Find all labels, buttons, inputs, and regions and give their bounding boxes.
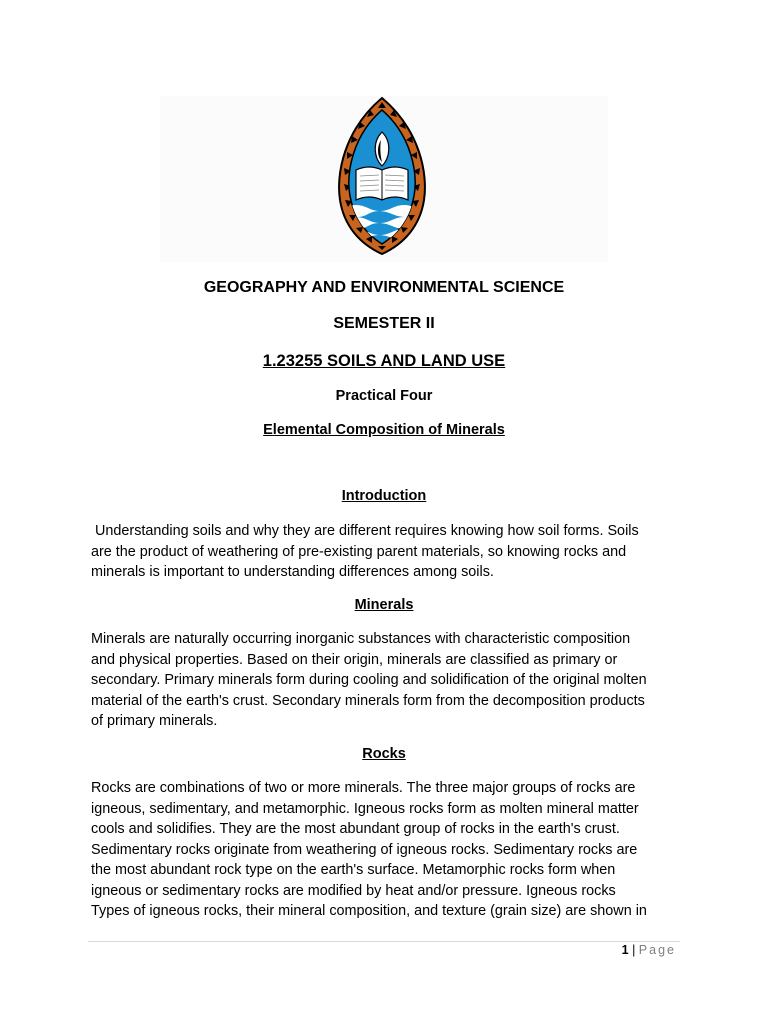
text-line: of primary minerals. bbox=[91, 713, 218, 729]
text-line: and physical properties. Based on their origin, minerals are classified as primary or bbox=[91, 651, 618, 668]
text-line: minerals is important to understanding differences among soils. bbox=[91, 564, 494, 580]
text-line: Rocks are combinations of two or more minerals. The three major groups of rocks are bbox=[91, 780, 636, 796]
page-number: 1 bbox=[621, 943, 629, 957]
topic-title: Elemental Composition of Minerals bbox=[263, 422, 505, 438]
introduction-heading: Introduction bbox=[341, 488, 427, 504]
text-line: secondary. Primary minerals form during cooling and solidification of the original molten bbox=[91, 672, 647, 688]
department-title: GEOGRAPHY AND ENVIRONMENTAL SCIENCE bbox=[203, 279, 565, 296]
semester-title: SEMESTER II bbox=[333, 315, 435, 332]
text-line: cools and solidifies. They are the most abundant group of rocks in the earth's crust. bbox=[91, 821, 620, 837]
text-line: material of the earth's crust. Secondary minerals form from the decomposition products bbox=[91, 692, 645, 709]
page-footer bbox=[0, 943, 676, 957]
text-line: Sedimentary rocks originate from weathering of igneous rocks. Sedimentary rocks are bbox=[91, 841, 638, 858]
minerals-paragraph bbox=[91, 629, 691, 732]
introduction-paragraph bbox=[91, 521, 691, 583]
text-line: Minerals are naturally occurring inorganic substances with characteristic composition bbox=[91, 631, 631, 647]
university-crest-icon bbox=[334, 96, 430, 256]
rocks-paragraph bbox=[91, 778, 691, 922]
footer-divider bbox=[88, 941, 680, 942]
minerals-heading: Minerals bbox=[354, 597, 414, 613]
page-separator: | bbox=[628, 943, 639, 957]
rocks-heading: Rocks bbox=[362, 746, 406, 762]
text-line: igneous, sedimentary, and metamorphic. Igneous rocks form as molten mineral matter bbox=[91, 800, 639, 817]
page-word: Page bbox=[638, 943, 676, 957]
text-line: igneous or sedimentary rocks are modified by heat and/or pressure. Igneous rocks bbox=[91, 882, 616, 899]
text-line: Types of igneous rocks, their mineral composition, and texture (grain size) are shown in bbox=[91, 903, 647, 919]
text-line: the most abundant rock type on the earth's surface. Metamorphic rocks form when bbox=[91, 862, 616, 878]
practical-title: Practical Four bbox=[335, 388, 433, 404]
course-title: 1.23255 SOILS AND LAND USE bbox=[262, 352, 506, 370]
text-line: Understanding soils and why they are different requires knowing how soil forms. Soils bbox=[91, 523, 639, 539]
text-line: are the product of weathering of pre-existing parent materials, so knowing rocks and bbox=[91, 543, 627, 560]
